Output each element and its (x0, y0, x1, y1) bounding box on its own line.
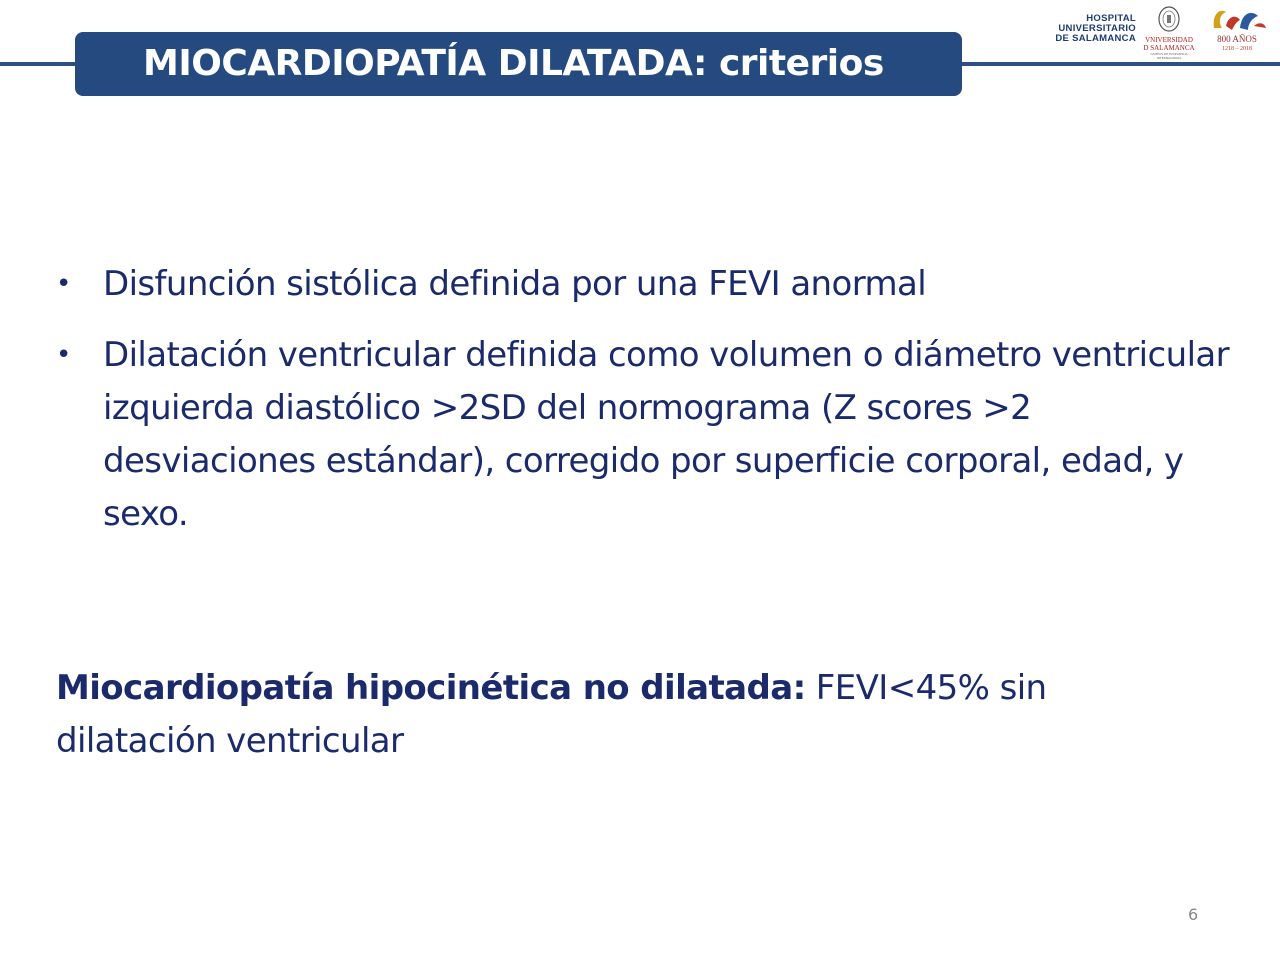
page-number: 6 (1188, 905, 1199, 924)
anniversary-years: 1218 – 2018 (1222, 46, 1252, 52)
university-logo (1140, 6, 1198, 60)
criteria-item (56, 258, 1246, 311)
definition-term: Miocardiopatía hipocinética no dilatada: (56, 668, 806, 708)
bullet-marker: • (56, 340, 71, 370)
bullet-marker: • (56, 269, 71, 299)
hospital-logo-line: HOSPITAL (1086, 13, 1136, 24)
header-logos (1040, 4, 1272, 60)
university-name-line: D SALAMANCA (1143, 44, 1195, 52)
hospital-logo (1040, 14, 1136, 50)
slide-title: MIOCARDIOPATÍA DILATADA: criterios (75, 32, 962, 96)
anniversary-label: 800 AÑOS (1217, 34, 1257, 44)
criteria-item (56, 329, 1246, 541)
anniversary-mark-icon (1206, 4, 1268, 34)
university-seal-icon (1158, 6, 1180, 32)
criteria-item-text: Dilatación ventricular definida como volumen o diámetro ventricular izquierda diastólico >2SD del normograma (Z scores >2 desviaciones estándar), corregido por superficie corporal, edad, y sexo. (103, 335, 1230, 534)
hospital-logo-line: UNIVERSITARIO (1058, 23, 1136, 34)
criteria-list (56, 258, 1246, 559)
hospital-logo-line: DE SALAMANCA (1055, 33, 1136, 44)
university-tagline: CAMPUS DE EXCELENCIA INTERNACIONAL (1150, 52, 1188, 60)
definition-text: FEVI<45% sin dilatación ventricular (56, 668, 1047, 761)
university-name-line: VNIVERSIDAD (1145, 36, 1193, 44)
definition-note (56, 662, 1186, 768)
criteria-item-text: Disfunción sistólica definida por una FEVI anormal (103, 264, 927, 304)
anniversary-logo (1206, 4, 1268, 60)
